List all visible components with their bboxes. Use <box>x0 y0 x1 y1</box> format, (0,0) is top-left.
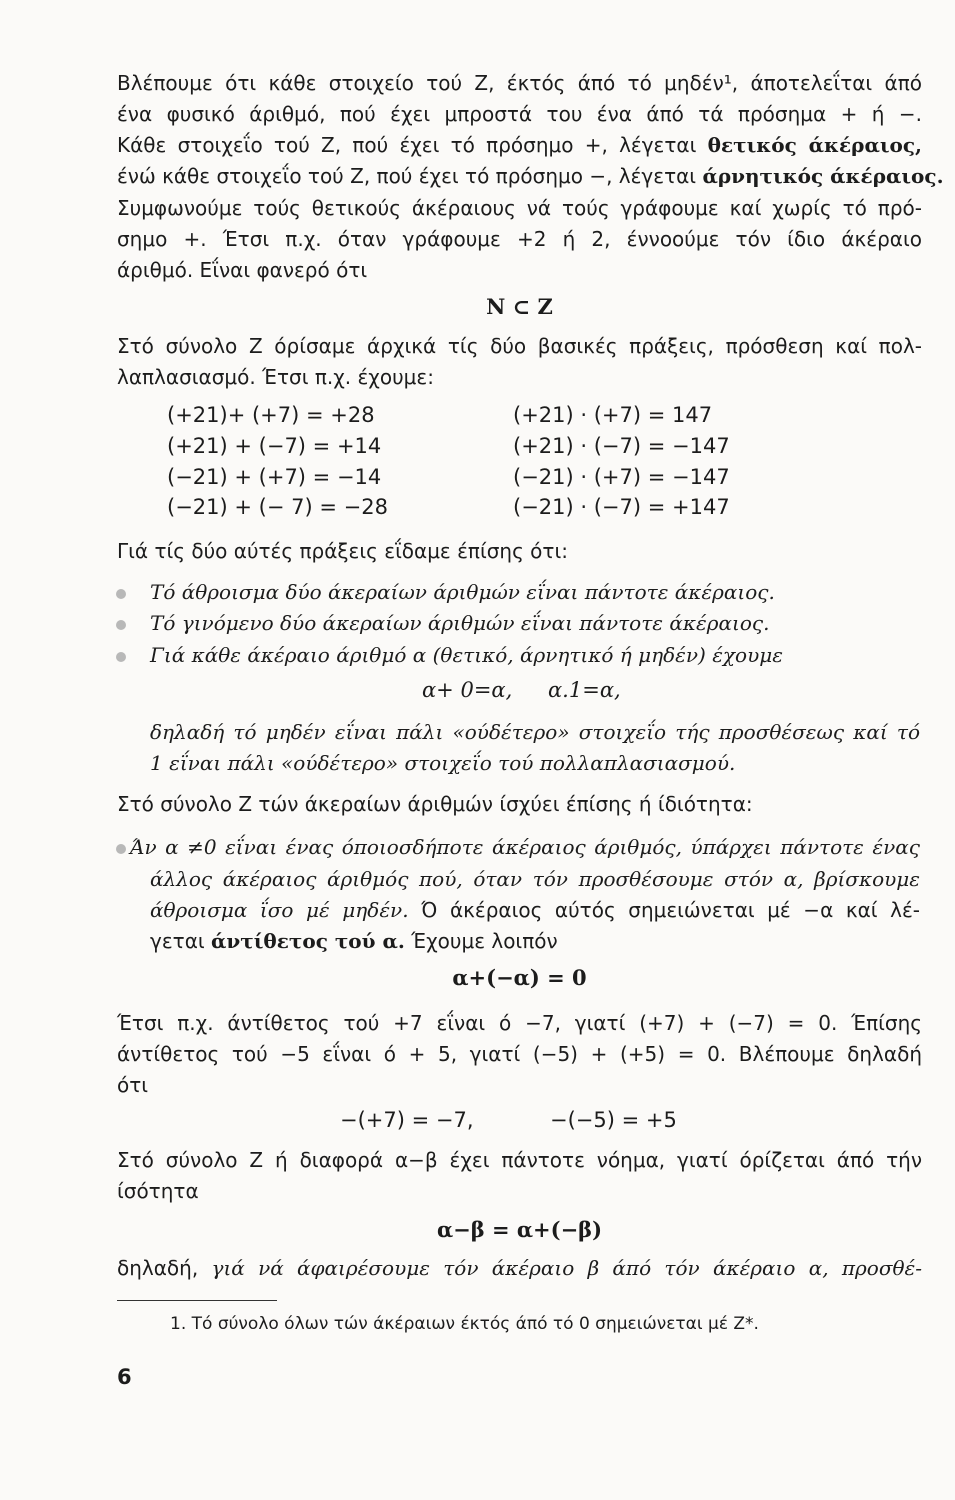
multiplication-example-2: (+21) · (−7) = −147 <box>513 434 730 458</box>
neutral-line1: δηλαδή τό μηδέν εΐναι πάλι «ούδέτερο» στοιχεΐο τής προσθέσεως καί τό <box>150 720 920 744</box>
para1-line2: ένα φυσικό άριθμό, πού έχει μπροστά του ένα άπό τά πρόσημα + ή −. <box>117 102 922 126</box>
para1-line1: Βλέπουμε ότι κάθε στοιχείο τού Ζ, έκτός άπό τό μηδέν¹, άποτελεΐται άπό <box>117 71 922 95</box>
identity-multiplication: α.1=α, <box>548 678 621 702</box>
page-number: 6 <box>117 1365 132 1389</box>
text: γιά νά άφαιρέσουμε τόν άκέραιο β άπό τόν άκέραιο α, προσθέ- <box>211 1256 923 1280</box>
para5-line2: άντίθετος τού −5 εΐναι ό + 5, γιατί (−5) + (+5) = 0. Βλέπουμε δηλαδή <box>117 1042 922 1066</box>
text: Ό άκέραιος αύτός σημειώνεται μέ −α καί λέ- <box>408 898 920 922</box>
opposite-line1: Άν α ≠0 εΐναι ένας όποιοσδήποτε άκέραιος άριθμός, ύπάρχει πάντοτε ένας <box>130 835 920 859</box>
opposite-sum-formula: α+(−α) = 0 <box>452 965 587 990</box>
addition-example-4: (−21) + (− 7) = −28 <box>167 495 388 519</box>
para4: Στό σύνολο Ζ τών άκεραίων άριθμών ίσχύει έπίσης ή ίδιότητα: <box>117 792 753 816</box>
addition-example-1: (+21)+ (+7) = +28 <box>167 403 375 427</box>
bullet-sum-closure: Τό άθροισμα δύο άκεραίων άριθμών εΐναι πάντοτε άκέραιος. <box>150 580 775 604</box>
bullet-product-closure: Τό γινόμενο δύο άκεραίων άριθμών εΐναι πάντοτε άκέραιος. <box>150 611 770 635</box>
bullet-neutral-elements: Γιά κάθε άκέραιο άριθμό α (θετικό, άρνητικό ή μηδέν) έχουμε <box>150 643 783 667</box>
bullet-icon <box>116 844 126 854</box>
neutral-line2: 1 εΐναι πάλι «ούδέτερο» στοιχεΐο τού πολλαπλασιασμού. <box>150 751 736 775</box>
text: Έχουμε λοιπόν <box>404 929 558 953</box>
para1-line3 <box>117 130 922 161</box>
term-negative-integer: άρνητικός άκέραιος. <box>702 164 944 188</box>
text: ένώ κάθε στοιχεΐο τού Ζ, πού έχει τό πρόσημο −, λέγεται <box>117 164 703 188</box>
footnote: 1. Τό σύνολο όλων τών άκέραιων έκτός άπό τό 0 σημειώνεται μέ Ζ*. <box>170 1314 759 1334</box>
text: γεται <box>150 929 211 953</box>
difference-formula: α−β = α+(−β) <box>436 1217 603 1242</box>
double-negation-1: −(+7) = −7, <box>340 1108 474 1132</box>
multiplication-example-4: (−21) · (−7) = +147 <box>513 495 730 519</box>
addition-example-2: (+21) + (−7) = +14 <box>167 434 382 458</box>
text: Κάθε στοιχεΐο τού Ζ, πού έχει τό πρόσημο +, λέγεται <box>117 133 708 157</box>
para1-line4 <box>117 161 944 192</box>
para2-line2: λαπλασιασμό. Έτσι π.χ. έχουμε: <box>117 365 434 389</box>
bullet-icon <box>116 620 126 630</box>
multiplication-example-3: (−21) · (+7) = −147 <box>513 465 730 489</box>
opposite-line2: άλλος άκέραιος άριθμός πού, όταν τόν προσθέσουμε στόν α, βρίσκουμε <box>150 867 920 891</box>
para6-line2: ίσότητα <box>117 1179 199 1203</box>
opposite-line4 <box>150 926 920 957</box>
last-line <box>117 1253 922 1284</box>
para6-line1: Στό σύνολο Ζ ή διαφορά α−β έχει πάντοτε νόημα, γιατί όρίζεται άπό τήν <box>117 1148 922 1172</box>
para1-line7: άριθμό. Εΐναι φανερό ότι <box>117 258 368 282</box>
para1-line6: σημο +. Έτσι π.χ. όταν γράφουμε +2 ή 2, έννοούμε τόν ίδιο άκέραιο <box>117 227 922 251</box>
addition-example-3: (−21) + (+7) = −14 <box>167 465 382 489</box>
para3: Γιά τίς δύο αύτές πράξεις εΐδαμε έπίσης ότι: <box>117 539 568 563</box>
subset-formula: N ⊂ Z <box>486 294 553 319</box>
text: δηλαδή, <box>117 1256 212 1280</box>
text: άθροισμα ΐσο μέ μηδέν. <box>150 898 409 922</box>
bullet-icon <box>116 652 126 662</box>
para1-line5: Συμφωνούμε τούς θετικούς άκέραιους νά τούς γράφουμε καί χωρίς τό πρό- <box>117 196 922 220</box>
para5-line1: Έτσι π.χ. άντίθετος τού +7 εΐναι ό −7, γιατί (+7) + (−7) = 0. Έπίσης <box>117 1011 922 1035</box>
para2-line1: Στό σύνολο Ζ όρίσαμε άρχικά τίς δύο βασικές πράξεις, πρόσθεση καί πολ- <box>117 334 922 358</box>
multiplication-example-1: (+21) · (+7) = 147 <box>513 403 713 427</box>
term-opposite: άντίθετος τού α. <box>211 929 405 953</box>
opposite-line3 <box>150 895 920 926</box>
identity-addition: α+ 0=α, <box>422 678 513 702</box>
double-negation-2: −(−5) = +5 <box>550 1108 677 1132</box>
term-positive-integer: θετικός άκέραιος, <box>707 133 922 157</box>
footnote-divider <box>117 1300 277 1301</box>
para5-line3: ότι <box>117 1073 149 1097</box>
bullet-icon <box>116 589 126 599</box>
